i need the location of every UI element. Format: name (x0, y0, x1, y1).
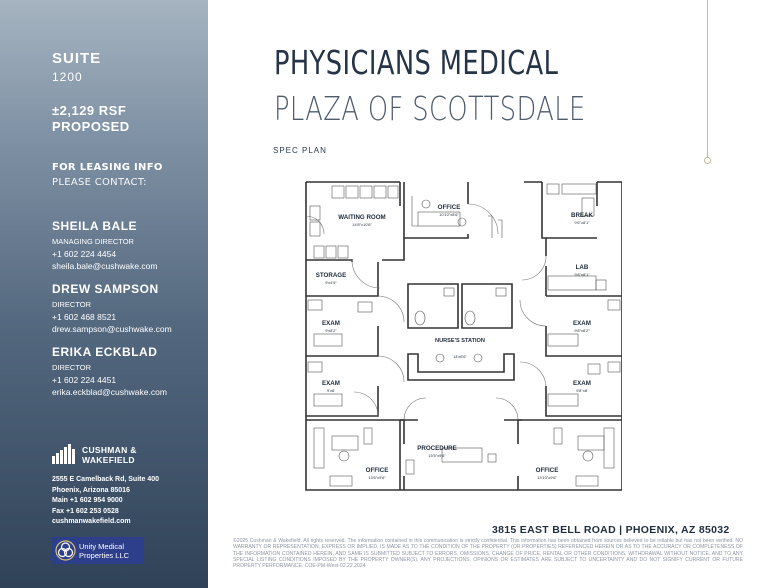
contact-card (52, 345, 167, 397)
contact-title: DIRECTOR (52, 300, 92, 309)
room-dimension: 9'8"x8'2" (574, 328, 590, 333)
cushman-wakefield-logo (52, 443, 162, 467)
contact-email[interactable]: erika.eckblad@cushwake.com (52, 387, 167, 397)
leasing-heading: FOR LEASING INFO (52, 162, 163, 173)
room-dimension: 13'10"x9'6" (537, 475, 557, 480)
contact-name: SHEILA BALE (52, 219, 138, 233)
plan-walls (306, 182, 622, 490)
contact-card (52, 282, 172, 334)
unity-knot-icon (55, 540, 76, 561)
room-labels (316, 204, 594, 480)
room-label: EXAM (322, 320, 340, 327)
address-city: Phoenix, Arizona 85016 (52, 486, 130, 494)
decorative-rule (707, 0, 708, 158)
leasing-subheading: PLEASE CONTACT: (52, 177, 147, 188)
fax-number: Fax +1 602 253 0528 (52, 507, 119, 515)
contact-email[interactable]: sheila.bale@cushwake.com (52, 261, 158, 271)
suite-number: 1200 (52, 70, 83, 84)
leasing-info (52, 160, 163, 190)
room-dimension: 14'8"x10'6" (352, 222, 372, 227)
contact-title: MANAGING DIRECTOR (52, 237, 134, 246)
rsf-area: ±2,129 RSF (52, 103, 127, 118)
room-dimension: 9'8"x8' (576, 388, 588, 393)
contact-name: DREW SAMPSON (52, 282, 159, 296)
suite-label: SUITE (52, 50, 102, 67)
property-address: 3815 EAST BELL ROAD | PHOENIX, AZ 85032 (492, 524, 730, 536)
brokerage-address (52, 475, 159, 528)
decorative-dot (704, 157, 711, 164)
rsf-status: PROPOSED (52, 119, 130, 134)
room-dimension: 9'x4'9" (325, 280, 337, 285)
rsf-block (52, 103, 130, 135)
room-label: OFFICE (437, 204, 461, 211)
contact-email[interactable]: drew.sampson@cushwake.com (52, 324, 172, 334)
room-dimension: 10'10"x8'6" (439, 212, 459, 217)
contact-title: DIRECTOR (52, 363, 92, 372)
website-link[interactable]: cushmanwakefield.com (52, 518, 131, 525)
room-label: OFFICE (365, 467, 389, 474)
cushman-wakefield-logo-icon (52, 444, 78, 464)
room-dimension: 9'x8'2" (325, 328, 337, 333)
main-phone[interactable]: Main +1 602 954 9000 (52, 497, 123, 504)
room-label: STORAGE (315, 272, 347, 279)
room-dimension: 9'x8' (327, 388, 335, 393)
cushman-wakefield-wordmark: CUSHMAN & WAKEFIELD (82, 445, 137, 465)
floor-plan (292, 176, 622, 494)
plan-label: SPEC PLAN (273, 146, 327, 155)
room-label: OFFICE (535, 467, 559, 474)
room-label: EXAM (322, 380, 340, 387)
furniture (308, 184, 620, 486)
room-dimension: 9'8"x8'1" (574, 272, 590, 277)
contact-name: ERIKA ECKBLAD (52, 345, 158, 359)
page-title: PHYSICIANS MEDICAL (274, 43, 559, 82)
contact-card (52, 219, 158, 271)
room-label: PROCEDURE (417, 445, 457, 452)
room-dimension: 9'6"x8'1" (574, 220, 590, 225)
room-label: NURSE'S STATION (435, 338, 485, 344)
unity-wordmark: Unity Medical Properties LLC (79, 542, 130, 560)
sidebar (0, 0, 208, 588)
room-dimension: 14'x6'6" (453, 354, 467, 359)
room-label: EXAM (573, 380, 591, 387)
room-label: WAITING ROOM (338, 214, 386, 221)
contact-phone[interactable]: +1 602 224 4454 (52, 249, 117, 259)
room-label: BREAK (570, 212, 594, 219)
door-swings (306, 204, 546, 420)
contact-phone[interactable]: +1 602 224 4451 (52, 375, 117, 385)
address-line: 2555 E Camelback Rd, Suite 400 (52, 476, 159, 483)
unity-medical-logo (52, 537, 144, 564)
page-subtitle: PLAZA OF SCOTTSDALE (274, 89, 586, 128)
legal-disclaimer: ©2025 Cushman & Wakefield. All rights reserved. The information contained in this communication is strictly confidential. This information has been obtained from sources believed to be reliable but has not been verified. NO WARRANTY OR REPRESENTATION, EXPRESS OR IMPLIED, IS MADE AS TO THE CONDITION OF THE PROPERTY (OR PROPERTIES) REFERENCED HEREIN OR AS TO THE ACCURACY OR COMPLETENESS OF THE INFORMATION CONTAINED HEREIN, AND SAME IS SUBMITTED SUBJECT TO ERRORS, OMISSIONS, CHANGE OF PRICE, RENTAL OR OTHER CONDITIONS, WITHDRAWAL WITHOUT NOTICE, AND TO ANY SPECIAL LISTING CONDITIONS IMPOSED BY THE PROPERTY OWNER(S). ANY PROJECTIONS, OPINIONS OR ESTIMATES ARE SUBJECT TO UNCERTAINTY AND DO NOT SIGNIFY CURRENT OR FUTURE PROPERTY PERFORMANCE. COE-PM-West-02.22.2024 (233, 538, 743, 570)
room-dimension: 15'5"x9'6" (428, 453, 446, 458)
room-dimension: 13'6"x9'6" (368, 475, 386, 480)
room-label: EXAM (573, 320, 591, 327)
room-label: LAB (575, 264, 589, 271)
contact-phone[interactable]: +1 602 468 8521 (52, 312, 117, 322)
